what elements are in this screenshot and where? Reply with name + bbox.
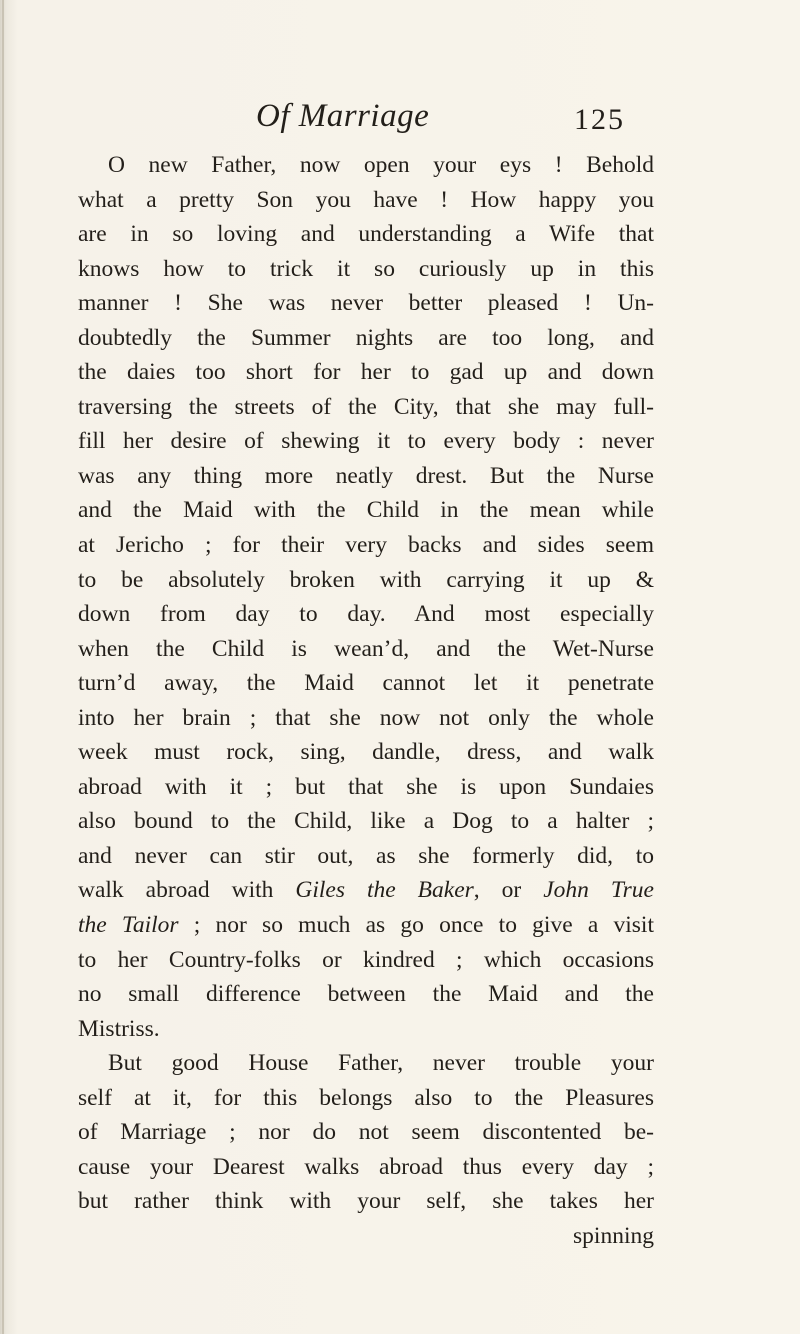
italic-name: John True <box>543 877 654 904</box>
page-number: 125 <box>574 103 625 136</box>
text-line: O new Father, now open your eys ! Behold <box>108 152 654 178</box>
text-line: knows how to trick it so curiously up in this <box>78 255 654 282</box>
body-text <box>78 148 654 1254</box>
text-line: are in so loving and understanding a Wife that <box>78 221 654 248</box>
running-head <box>0 96 800 136</box>
text-line: no small difference between the Maid and the <box>78 981 654 1008</box>
text-run: walk abroad with <box>78 877 296 904</box>
text-line: into her brain ; that she now not only the whole <box>78 704 654 731</box>
text-line: was any thing more neatly drest. But the Nurse <box>78 462 654 489</box>
italic-name: the Tailor <box>78 912 179 939</box>
text-line: cause your Dearest walks abroad thus every day ; <box>78 1153 654 1180</box>
text-line: to be absolutely broken with carrying it up & <box>78 566 654 593</box>
text-run: , or <box>473 877 544 904</box>
text-line <box>78 873 654 908</box>
text-line: self at it, for this belongs also to the Pleasures <box>78 1084 654 1111</box>
text-line: spinning <box>573 1222 654 1249</box>
text-line: to her Country-folks or kindred ; which occasions <box>78 946 654 973</box>
page-gutter <box>2 0 4 1334</box>
text-line: Mistriss. <box>78 1015 160 1042</box>
text-line: abroad with it ; but that she is upon Sundaies <box>78 773 654 800</box>
italic-name: Giles the Baker <box>295 877 474 904</box>
text-line: what a pretty Son you have ! How happy you <box>78 186 654 213</box>
text-line: turn’d away, the Maid cannot let it penetrate <box>78 670 654 697</box>
text-line: at Jericho ; for their very backs and sides seem <box>78 532 654 559</box>
text-line: But good House Father, never trouble your <box>108 1050 654 1077</box>
text-line: when the Child is wean’d, and the Wet-Nurse <box>78 635 654 662</box>
text-line: of Marriage ; nor do not seem discontented be- <box>78 1119 654 1146</box>
text-line: manner ! She was never better pleased ! Un- <box>78 290 654 317</box>
text-line: down from day to day. And most especially <box>78 601 654 628</box>
text-line: doubtedly the Summer nights are too long, and <box>78 324 654 351</box>
text-line: the daies too short for her to gad up and down <box>78 359 654 386</box>
text-line: fill her desire of shewing it to every body : never <box>78 428 654 455</box>
text-line: but rather think with your self, she takes her <box>78 1188 654 1215</box>
text-line: and the Maid with the Child in the mean while <box>78 497 654 524</box>
text-run: ; nor so much as go once to give a visit <box>178 912 654 939</box>
text-line: week must rock, sing, dandle, dress, and walk <box>78 739 654 766</box>
text-line: and never can stir out, as she formerly did, to <box>78 842 654 869</box>
text-line: traversing the streets of the City, that she may full- <box>78 393 654 420</box>
text-line: also bound to the Child, like a Dog to a halter ; <box>78 808 654 835</box>
running-title: Of Marriage <box>256 98 430 134</box>
text-line <box>78 908 654 943</box>
